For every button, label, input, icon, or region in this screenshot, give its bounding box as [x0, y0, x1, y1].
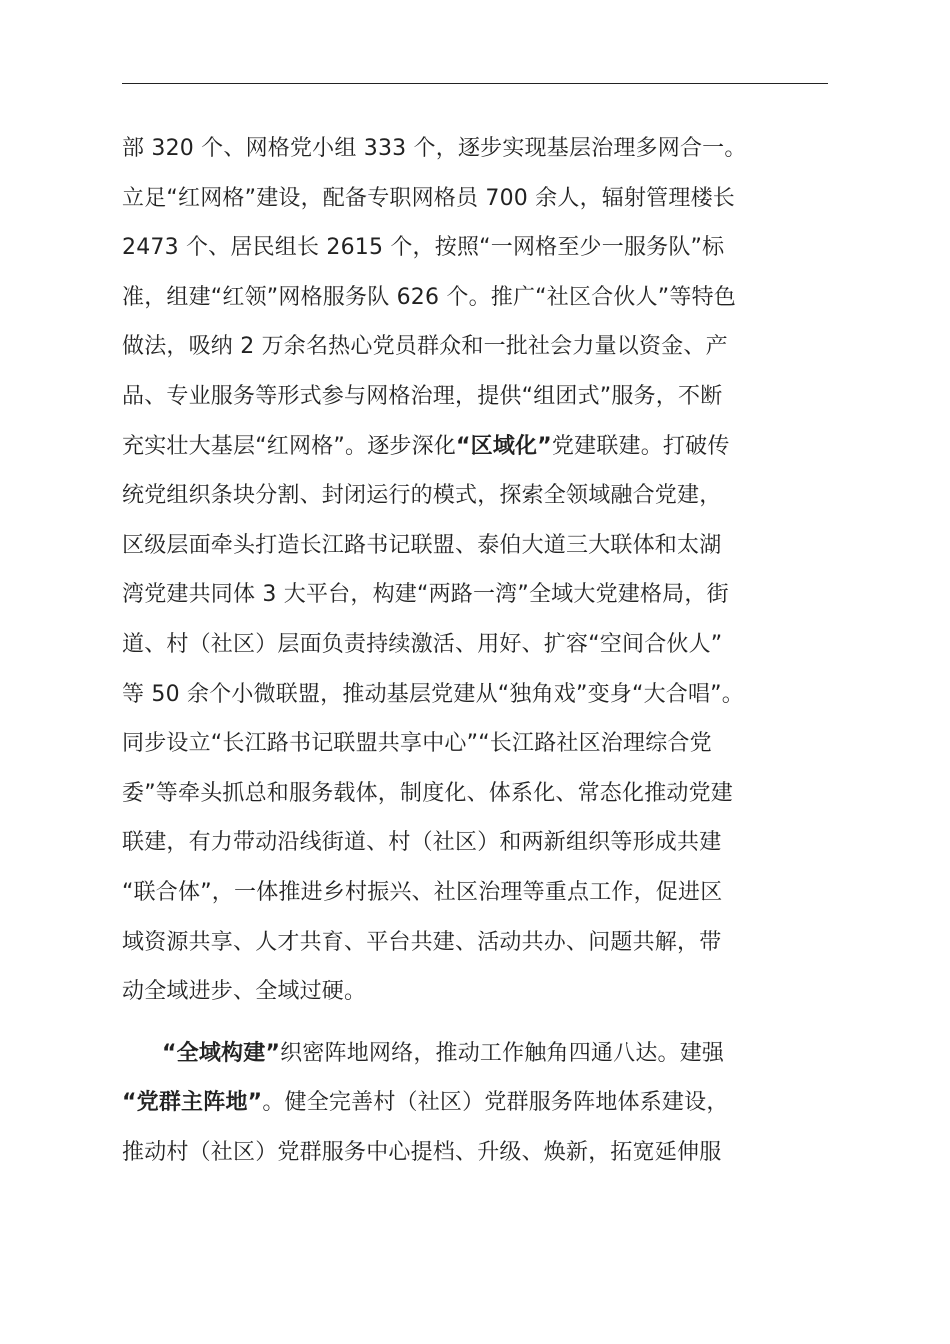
- text-segment: 充实壮大基层“红网格”。逐步深化: [122, 433, 456, 459]
- text-segment: 党建联建。打破传: [551, 433, 730, 459]
- text-line: “联合体”，一体推进乡村振兴、社区治理等重点工作，促进区: [122, 879, 723, 905]
- text-line: 同步设立“长江路书记联盟共享中心”“长江路社区治理综合党: [122, 731, 712, 757]
- bold-heading-term: “党群主阵地”: [122, 1090, 263, 1116]
- document-body: [122, 124, 830, 1177]
- text-line: 联建，有力带动沿线街道、村（社区）和两新组织等形成共建: [122, 830, 722, 856]
- text-line: 准，组建“红领”网格服务队 626 个。推广“社区合伙人”等特色: [122, 284, 736, 310]
- text-line: 湾党建共同体 3 大平台，构建“两路一湾”全域大党建格局，街: [122, 582, 729, 608]
- text-line: 等 50 余个小微联盟，推动基层党建从“独角戏”变身“大合唱”。: [122, 681, 744, 707]
- text-segment: 织密阵地网络，推动工作触角四通八达。建强: [280, 1040, 725, 1066]
- text-line: 部 320 个、网格党小组 333 个，逐步实现基层治理多网合一。: [122, 136, 747, 161]
- text-line: 道、村（社区）层面负责持续激活、用好、扩容“空间合伙人”: [122, 631, 723, 657]
- text-line: 做法，吸纳 2 万余名热心党员群众和一批社会力量以资金、产: [122, 334, 728, 360]
- text-line: [122, 422, 830, 472]
- text-line: 品、专业服务等形式参与网格治理，提供“组团式”服务，不断: [122, 383, 723, 409]
- bold-heading-term: “区域化”: [456, 433, 552, 459]
- text-line: 委”等牵头抓总和服务载体，制度化、体系化、常态化推动党建: [122, 780, 733, 806]
- text-line: 区级层面牵头打造长江路书记联盟、泰伯大道三大联体和太湖: [122, 532, 722, 558]
- text-line: 域资源共享、人才共育、平台共建、活动共办、问题共解，带: [122, 929, 722, 955]
- text-line: [122, 1078, 830, 1128]
- text-line: 动全域进步、全域过硬。: [122, 979, 367, 1005]
- text-line: 立足“红网格”建设，配备专职网格员 700 余人，辐射管理楼长: [122, 185, 735, 211]
- text-line: [122, 1029, 830, 1079]
- text-line: 2473 个、居民组长 2615 个，按照“一网格至少一服务队”标: [122, 235, 725, 261]
- paragraph-gap: [122, 1017, 830, 1029]
- text-line: 推动村（社区）党群服务中心提档、升级、焕新，拓宽延伸服: [122, 1139, 722, 1165]
- text-segment: 。健全完善村（社区）党群服务阵地体系建设，: [262, 1090, 729, 1116]
- bold-heading-term: “全域构建”: [162, 1040, 281, 1066]
- text-line: 统党组织条块分割、封闭运行的模式，探索全领域融合党建，: [122, 483, 722, 509]
- header-rule: [122, 83, 828, 84]
